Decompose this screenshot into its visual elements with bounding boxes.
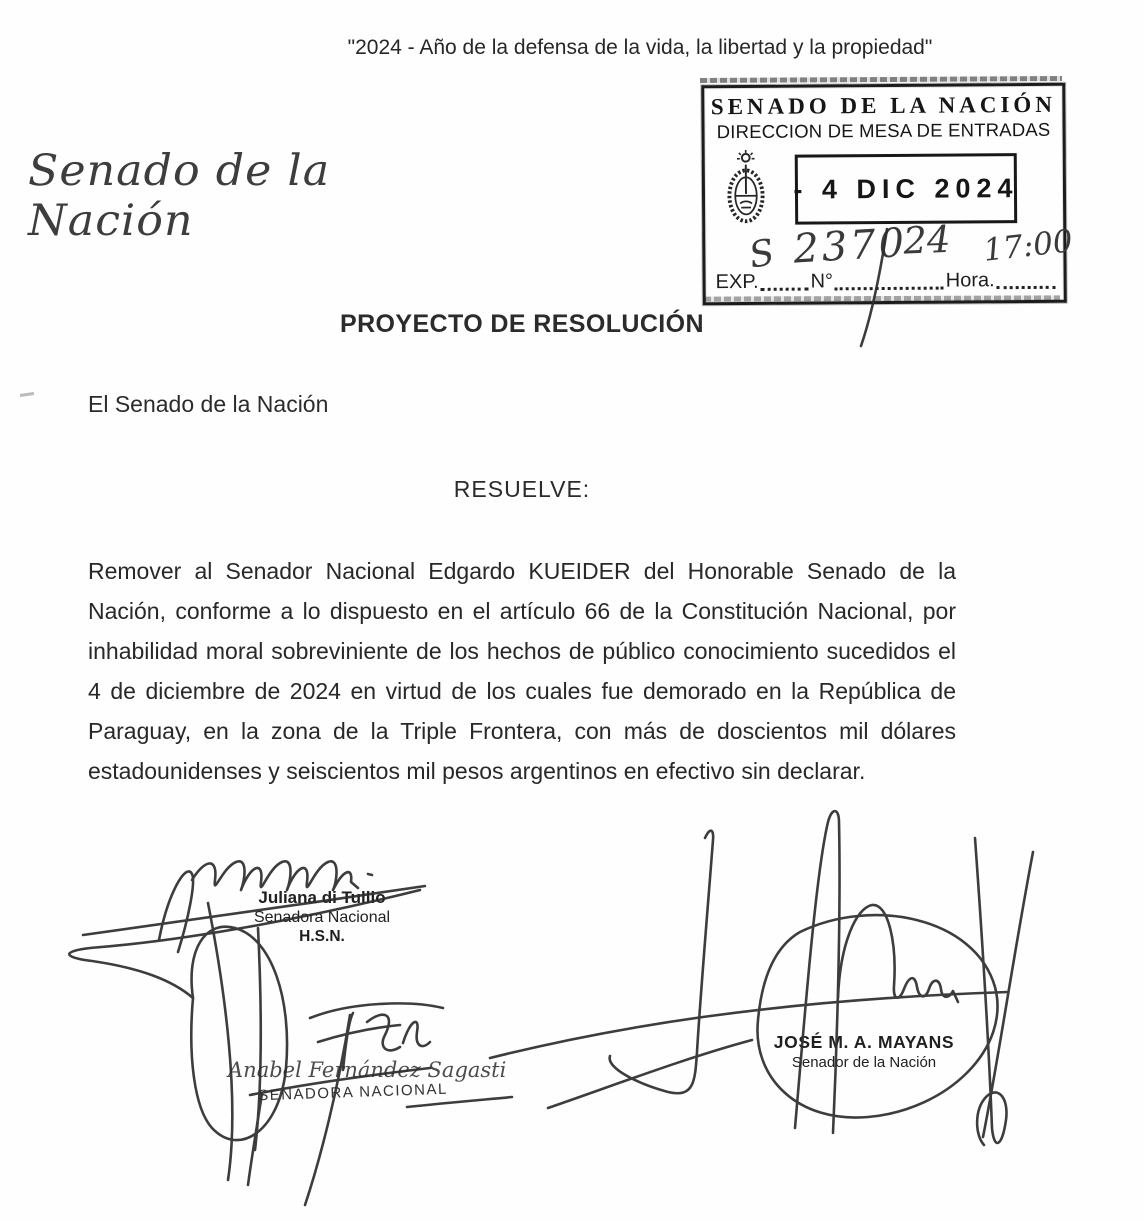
stamp-ink-smear-top bbox=[700, 76, 1062, 83]
stamp-date-value: - 4 DIC 2024 bbox=[793, 172, 1019, 205]
signer-title: Senadora Nacional bbox=[253, 909, 391, 926]
argentina-coat-of-arms-icon bbox=[719, 149, 774, 231]
body-line: estadounidenses y seiscientos mil pesos argentinos en efectivo sin declarar. bbox=[88, 758, 866, 784]
signer-name: Juliana di Tullio bbox=[258, 888, 386, 907]
senate-script-logo: Senado de la Nación bbox=[28, 146, 331, 246]
signer-name: Anabel Fernández Sagasti bbox=[228, 1058, 507, 1082]
dotted-leader bbox=[761, 286, 809, 291]
salutation-line: El Senado de la Nación bbox=[88, 391, 329, 417]
signature-block-mayans bbox=[766, 1032, 962, 1071]
signer-title: SENADORA NACIONAL bbox=[257, 1080, 449, 1105]
mayans-signature-strokes bbox=[490, 811, 1033, 1145]
resolves-heading: RESUELVE: bbox=[453, 476, 591, 502]
dotted-leader bbox=[997, 284, 1056, 289]
fernandez-sagasti-signature-strokes bbox=[248, 1003, 512, 1205]
resolution-body bbox=[88, 551, 956, 791]
handwritten-exp-letter: S bbox=[745, 231, 778, 277]
stamp-office-line: DIRECCION DE MESA DE ENTRADAS bbox=[716, 118, 1051, 143]
num-label: N° bbox=[810, 270, 834, 293]
handwritten-hora-value: 17:00 bbox=[981, 223, 1075, 269]
hora-label: Hora. bbox=[945, 269, 995, 292]
body-line: 4 de diciembre de 2024 en virtud de los cuales fue demorado en la República de bbox=[88, 678, 956, 704]
stamp-org-line: SENADO DE LA NACIÓN bbox=[710, 91, 1056, 120]
signer-org: H.S.N. bbox=[299, 928, 345, 945]
signature-block-fernandez-sagasti bbox=[228, 1058, 507, 1105]
body-line: inhabilidad moral sobreviniente de los hechos de público conocimiento sucedidos el bbox=[88, 638, 956, 664]
body-line: Remover al Senador Nacional Edgardo KUEIDER del Honorable Senado de la bbox=[88, 558, 956, 584]
document-title: PROYECTO DE RESOLUCIÓN bbox=[340, 310, 704, 338]
stamp-date-box bbox=[795, 153, 1017, 225]
mesa-de-entradas-stamp bbox=[701, 83, 1075, 306]
year-motto-quote: "2024 - Año de la defensa de la vida, la libertad y la propiedad" bbox=[347, 36, 933, 59]
signer-name: JOSÉ M. A. MAYANS bbox=[773, 1032, 955, 1052]
signature-block-di-tullio bbox=[232, 888, 412, 946]
signer-title: Senador de la Nación bbox=[791, 1054, 937, 1071]
body-line: Paraguay, en la zona de la Triple Frontera, con más de doscientos mil dólares bbox=[88, 718, 956, 744]
exp-label: EXP. bbox=[715, 270, 759, 294]
handwritten-exp-number: 2370 bbox=[792, 219, 909, 273]
scan-artifact-mark bbox=[20, 392, 34, 397]
body-line: Nación, conforme a lo dispuesto en el artículo 66 de la Constitución Nacional, por bbox=[88, 598, 956, 624]
handwritten-exp-year: 24 bbox=[902, 217, 952, 263]
dotted-leader bbox=[835, 285, 944, 291]
